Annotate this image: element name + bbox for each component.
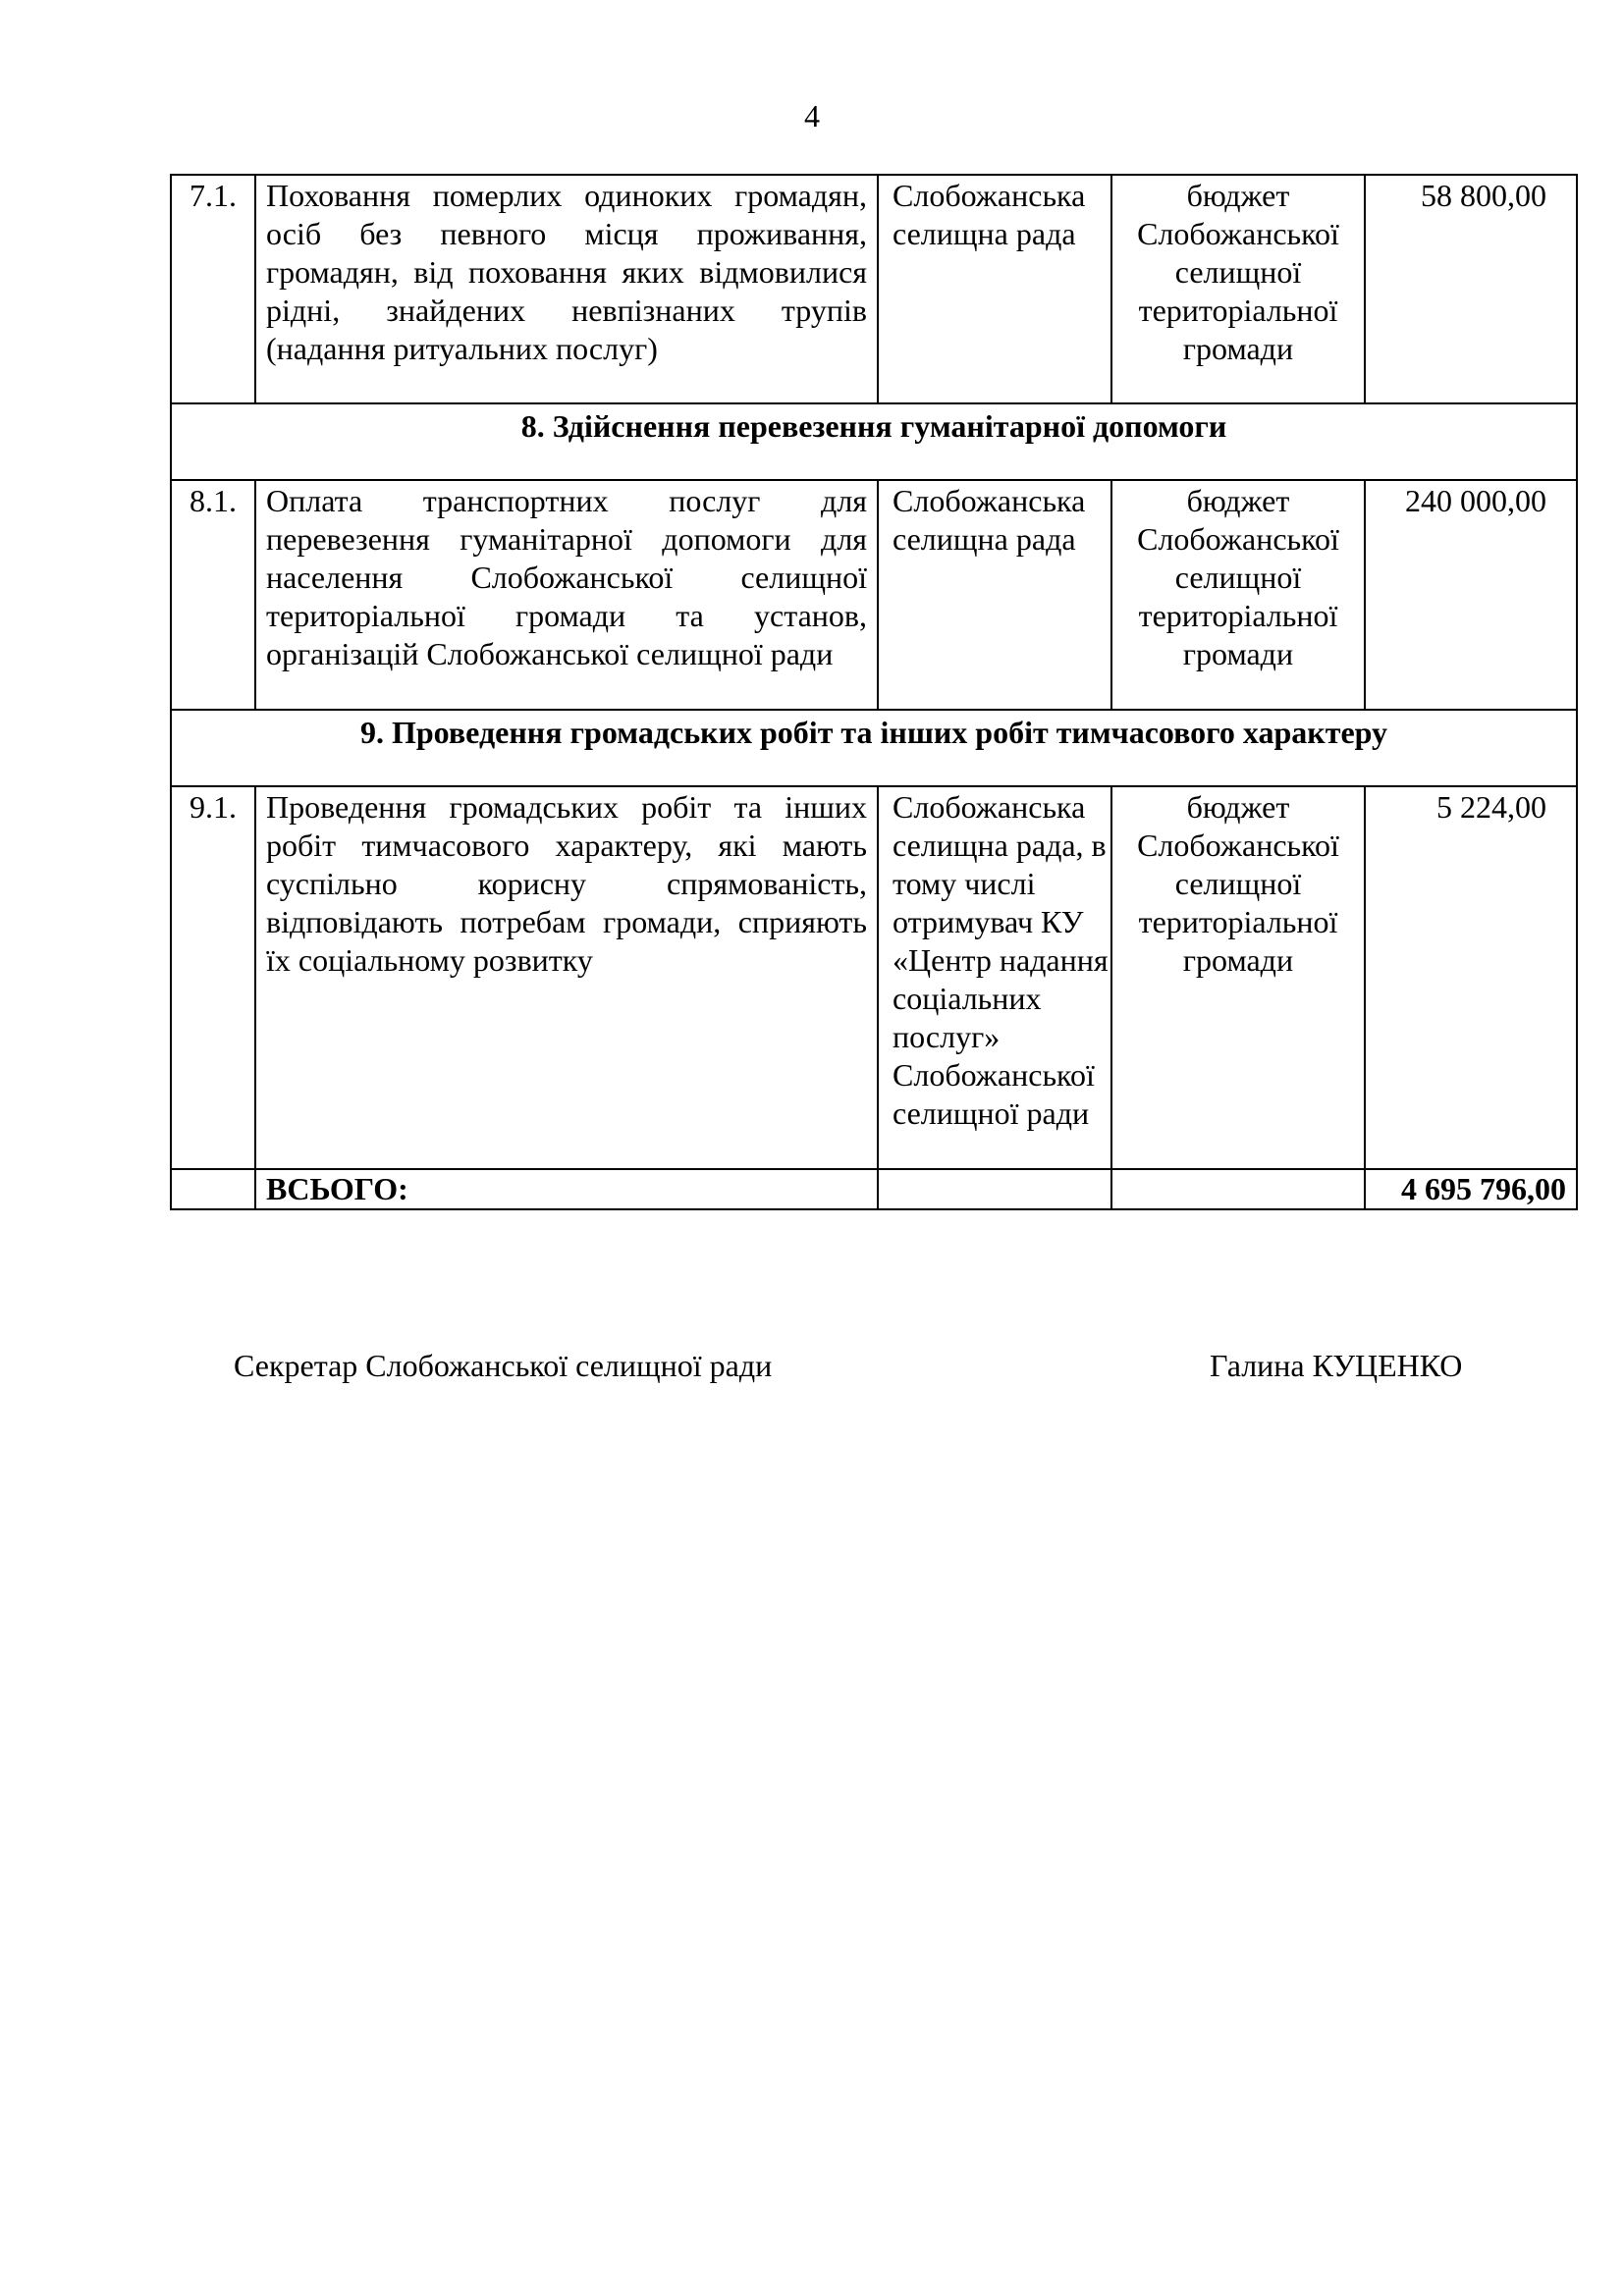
row-amount: 240 000,00 — [1365, 480, 1577, 710]
total-executor-cell — [878, 1169, 1111, 1209]
table-row — [171, 175, 1577, 403]
row-description: Оплата транспортних послуг для перевезення гуманітарної допомоги для населення Слобожанської селищної територіальної громади та установ, організацій Слобожанської селищної ради — [255, 480, 878, 710]
row-number: 8.1. — [171, 480, 255, 710]
page-number: 4 — [804, 98, 820, 133]
funding-table — [170, 174, 1578, 1210]
row-funding-source: бюджет Слобожанської селищної територіальної громади — [1111, 786, 1365, 1169]
row-funding-source: бюджет Слобожанської селищної територіальної громади — [1111, 175, 1365, 403]
section-heading: 8. Здійснення перевезення гуманітарної допомоги — [171, 403, 1577, 480]
row-number: 9.1. — [171, 786, 255, 1169]
row-executor: Слобожанська селищна рада — [878, 175, 1111, 403]
section-heading: 9. Проведення громадських робіт та інших робіт тимчасового характеру — [171, 710, 1577, 786]
row-description: Проведення громадських робіт та інших робіт тимчасового характеру, які мають суспільно корисну спрямованість, відповідають потребам громади, сприяють їх соціальному розвитку — [255, 786, 878, 1169]
total-funding-cell — [1111, 1169, 1365, 1209]
signatory-name: Галина КУЦЕНКО — [1210, 1348, 1463, 1383]
row-funding-source: бюджет Слобожанської селищної територіальної громади — [1111, 480, 1365, 710]
row-executor: Слобожанська селищна рада — [878, 480, 1111, 710]
row-amount: 58 800,00 — [1365, 175, 1577, 403]
row-amount: 5 224,00 — [1365, 786, 1577, 1169]
total-number-cell — [171, 1169, 255, 1209]
total-row — [171, 1169, 1577, 1209]
row-description: Поховання померлих одиноких громадян, осіб без певного місця проживання, громадян, від поховання яких відмовилися рідні, знайдених невпізнаних трупів (надання ритуальних послуг) — [255, 175, 878, 403]
section-row — [171, 403, 1577, 480]
signatory-title: Секретар Слобожанської селищної ради — [234, 1348, 773, 1383]
table-row — [171, 786, 1577, 1169]
table-row — [171, 480, 1577, 710]
row-executor: Слобожанська селищна рада, в тому числі отримувач КУ «Центр надання соціальних послуг» Слобожанської селищної ради — [878, 786, 1111, 1169]
section-row — [171, 710, 1577, 786]
total-amount: 4 695 796,00 — [1365, 1169, 1577, 1209]
row-number: 7.1. — [171, 175, 255, 403]
total-label: ВСЬОГО: — [255, 1169, 878, 1209]
